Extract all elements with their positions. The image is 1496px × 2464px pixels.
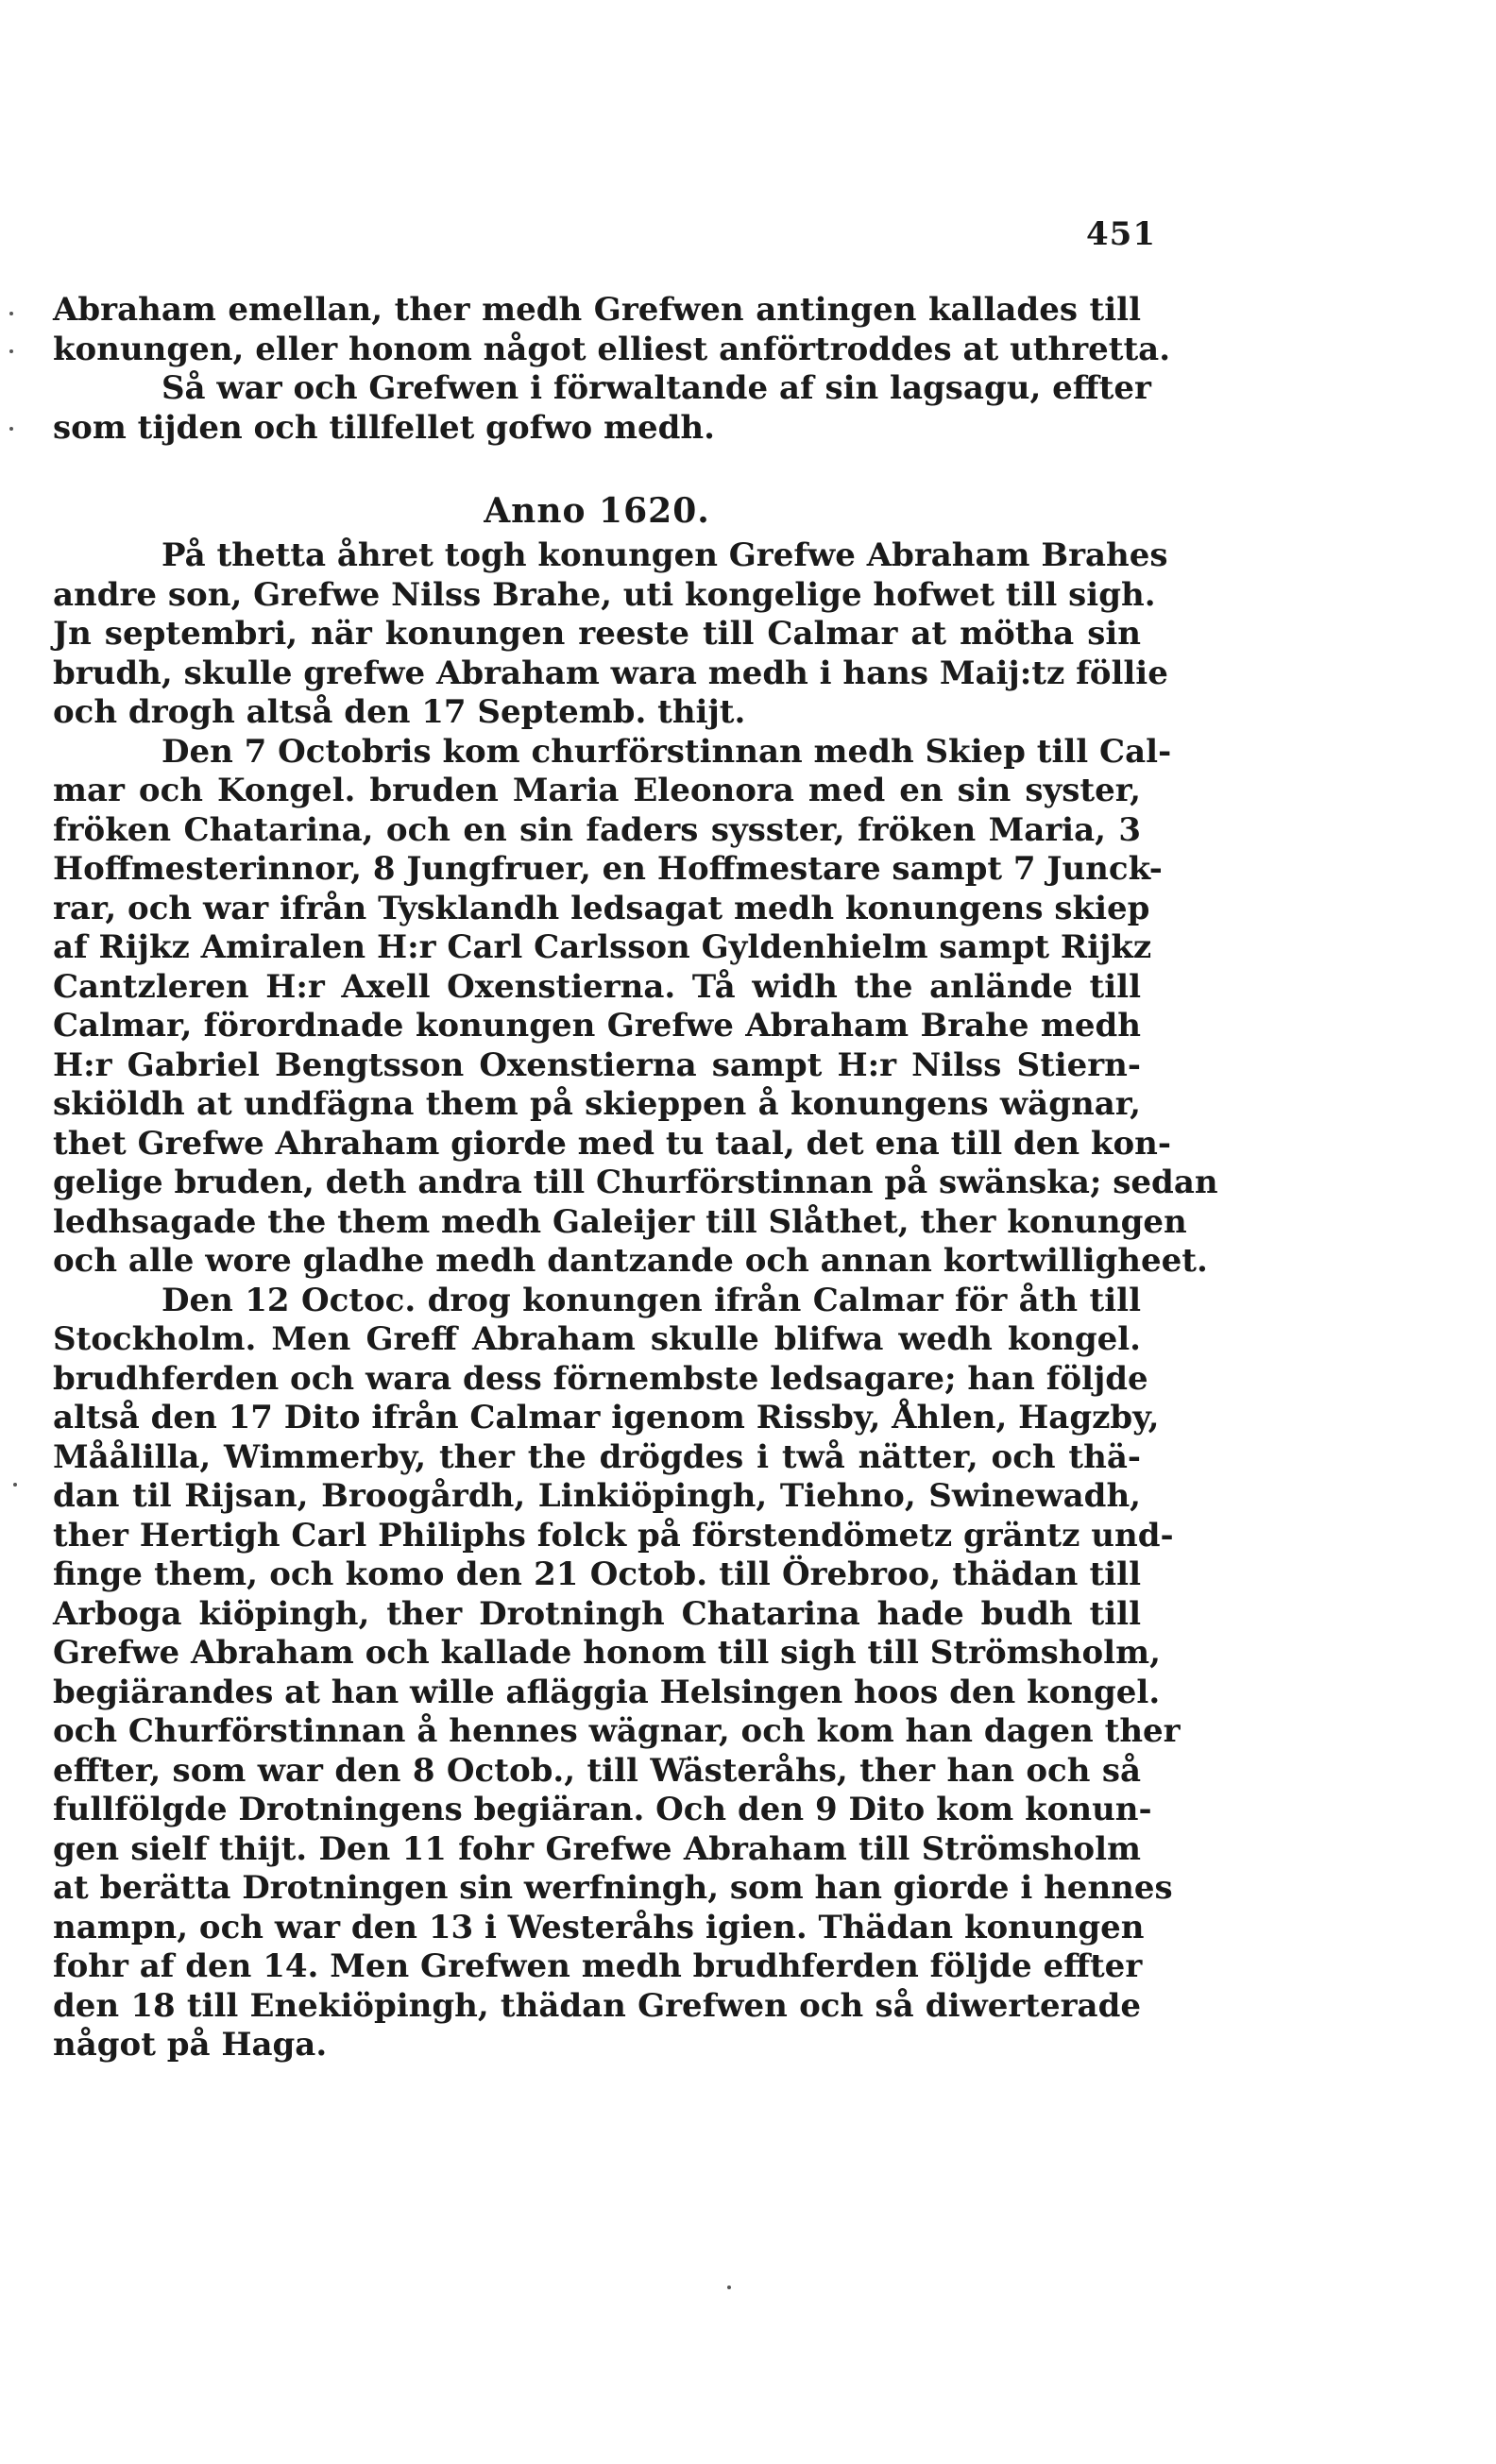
text-line: den 18 till Enekiöpingh, thädan Grefwen och så diwerterade — [53, 1986, 1141, 2025]
text-line: Den 7 Octobris kom churförstinnan medh Skiep till Cal- — [162, 732, 1172, 771]
text-line: gen sielf thijt. Den 11 fohr Grefwe Abraham till Strömsholm — [53, 1829, 1141, 1868]
margin-dot — [13, 1483, 17, 1487]
paragraph-2 — [53, 536, 1218, 2065]
page-number: 451 — [1086, 215, 1156, 253]
text-line: brudhferden och wara dess förnembste ledsagare; han följde — [53, 1359, 1148, 1398]
text-line: Calmar, förordnade konungen Grefwe Abraham Brahe medh — [53, 1007, 1141, 1045]
text-line: finge them, och komo den 21 Octob. till Örebroo, thädan till — [53, 1555, 1141, 1593]
text-line: ledhsagade the them medh Galeijer till Slåthet, ther konungen — [53, 1202, 1187, 1241]
year-heading: Anno 1620. — [484, 491, 710, 531]
text-line: H:r Gabriel Bengtsson Oxenstierna sampt H:r Nilss Stiern- — [53, 1045, 1141, 1084]
stray-dot — [727, 2286, 731, 2289]
margin-dot — [9, 312, 13, 315]
text-line: effter, som war den 8 Octob., till Wästeråhs, ther han och så — [53, 1751, 1141, 1790]
text-line: På thetta åhret togh konungen Grefwe Abraham Brahes — [162, 536, 1168, 574]
text-line: altså den 17 Dito ifrån Calmar igenom Rissby, Åhlen, Hagzby, — [53, 1399, 1160, 1436]
text-line: och alle wore gladhe medh dantzande och annan kortwilligheet. — [53, 1242, 1208, 1280]
text-line: Så war och Grefwen i förwaltande af sin lagsagu, effter — [162, 369, 1151, 407]
text-line: och Churförstinnan å hennes wägnar, och kom han dagen ther — [53, 1712, 1181, 1750]
text-line: som tijden och tillfellet gofwo medh. — [53, 408, 715, 447]
text-line: brudh, skulle grefwe Abraham wara medh i hans Maij:tz föllie — [53, 654, 1168, 692]
text-line: at berätta Drotningen sin werfningh, som han giorde i hennes — [53, 1869, 1173, 1907]
text-line: gelige bruden, deth andra till Churförstinnan på swänska; sedan — [53, 1164, 1218, 1201]
text-line: rar, och war ifrån Tysklandh ledsagat medh konungens skiep — [53, 889, 1150, 927]
paragraph-1 — [53, 291, 1171, 448]
text-line: nampn, och war den 13 i Westeråhs igien. Thädan konungen — [53, 1908, 1145, 1946]
text-line: thet Grefwe Ahraham giorde med tu taal, det ena till den kon- — [53, 1124, 1171, 1163]
text-line: Jn septembri, när konungen reeste till Calmar at mötha sin — [53, 615, 1141, 653]
text-line: Cantzleren H:r Axell Oxenstierna. Tå widh the anlände till — [53, 967, 1141, 1006]
margin-dot — [9, 427, 13, 431]
text-line: Grefwe Abraham och kallade honom till sigh till Strömsholm, — [53, 1634, 1161, 1672]
text-line: begiärandes at han wille afläggia Helsingen hoos den kongel. — [53, 1673, 1161, 1711]
text-line: af Rijkz Amiralen H:r Carl Carlsson Gyldenhielm sampt Rijkz — [53, 928, 1152, 966]
text-line: skiöldh at undfägna them på skieppen å konungens wägnar, — [53, 1085, 1141, 1123]
text-line: Måålilla, Wimmerby, ther the drögdes i twå nätter, och thä- — [53, 1437, 1141, 1476]
text-line: ther Hertigh Carl Philiphs folck på förstendömetz gräntz und- — [53, 1516, 1174, 1555]
text-line: konungen, eller honom något elliest anförtroddes at uthretta. — [53, 330, 1171, 368]
text-line: fullfölgde Drotningens begiäran. Och den 9 Dito kom konun- — [53, 1791, 1152, 1828]
text-line: Arboga kiöpingh, ther Drotningh Chatarina hade budh till — [53, 1594, 1141, 1633]
margin-dot — [9, 349, 13, 353]
text-line: fohr af den 14. Men Grefwen medh brudhferden följde effter — [53, 1947, 1143, 1985]
text-line: fröken Chatarina, och en sin faders sysster, fröken Maria, 3 — [53, 810, 1141, 849]
text-line: Den 12 Octoc. drog konungen ifrån Calmar för åth till — [162, 1281, 1141, 1319]
text-line: Hoffmesterinnor, 8 Jungfruer, en Hoffmestare sampt 7 Junck- — [53, 850, 1163, 888]
text-line: andre son, Grefwe Nilss Brahe, uti kongelige hofwet till sigh. — [53, 575, 1156, 614]
text-line: dan til Rijsan, Broogårdh, Linkiöpingh, Tiehno, Swinewadh, — [53, 1477, 1141, 1515]
text-line: mar och Kongel. bruden Maria Eleonora med en sin syster, — [53, 772, 1141, 809]
text-line: Stockholm. Men Greff Abraham skulle blifwa wedh kongel. — [53, 1320, 1141, 1358]
text-line: och drogh altså den 17 Septemb. thijt. — [53, 693, 746, 731]
text-line: Abraham emellan, ther medh Grefwen antingen kallades till — [53, 291, 1141, 329]
text-line: något på Haga. — [53, 2026, 328, 2064]
